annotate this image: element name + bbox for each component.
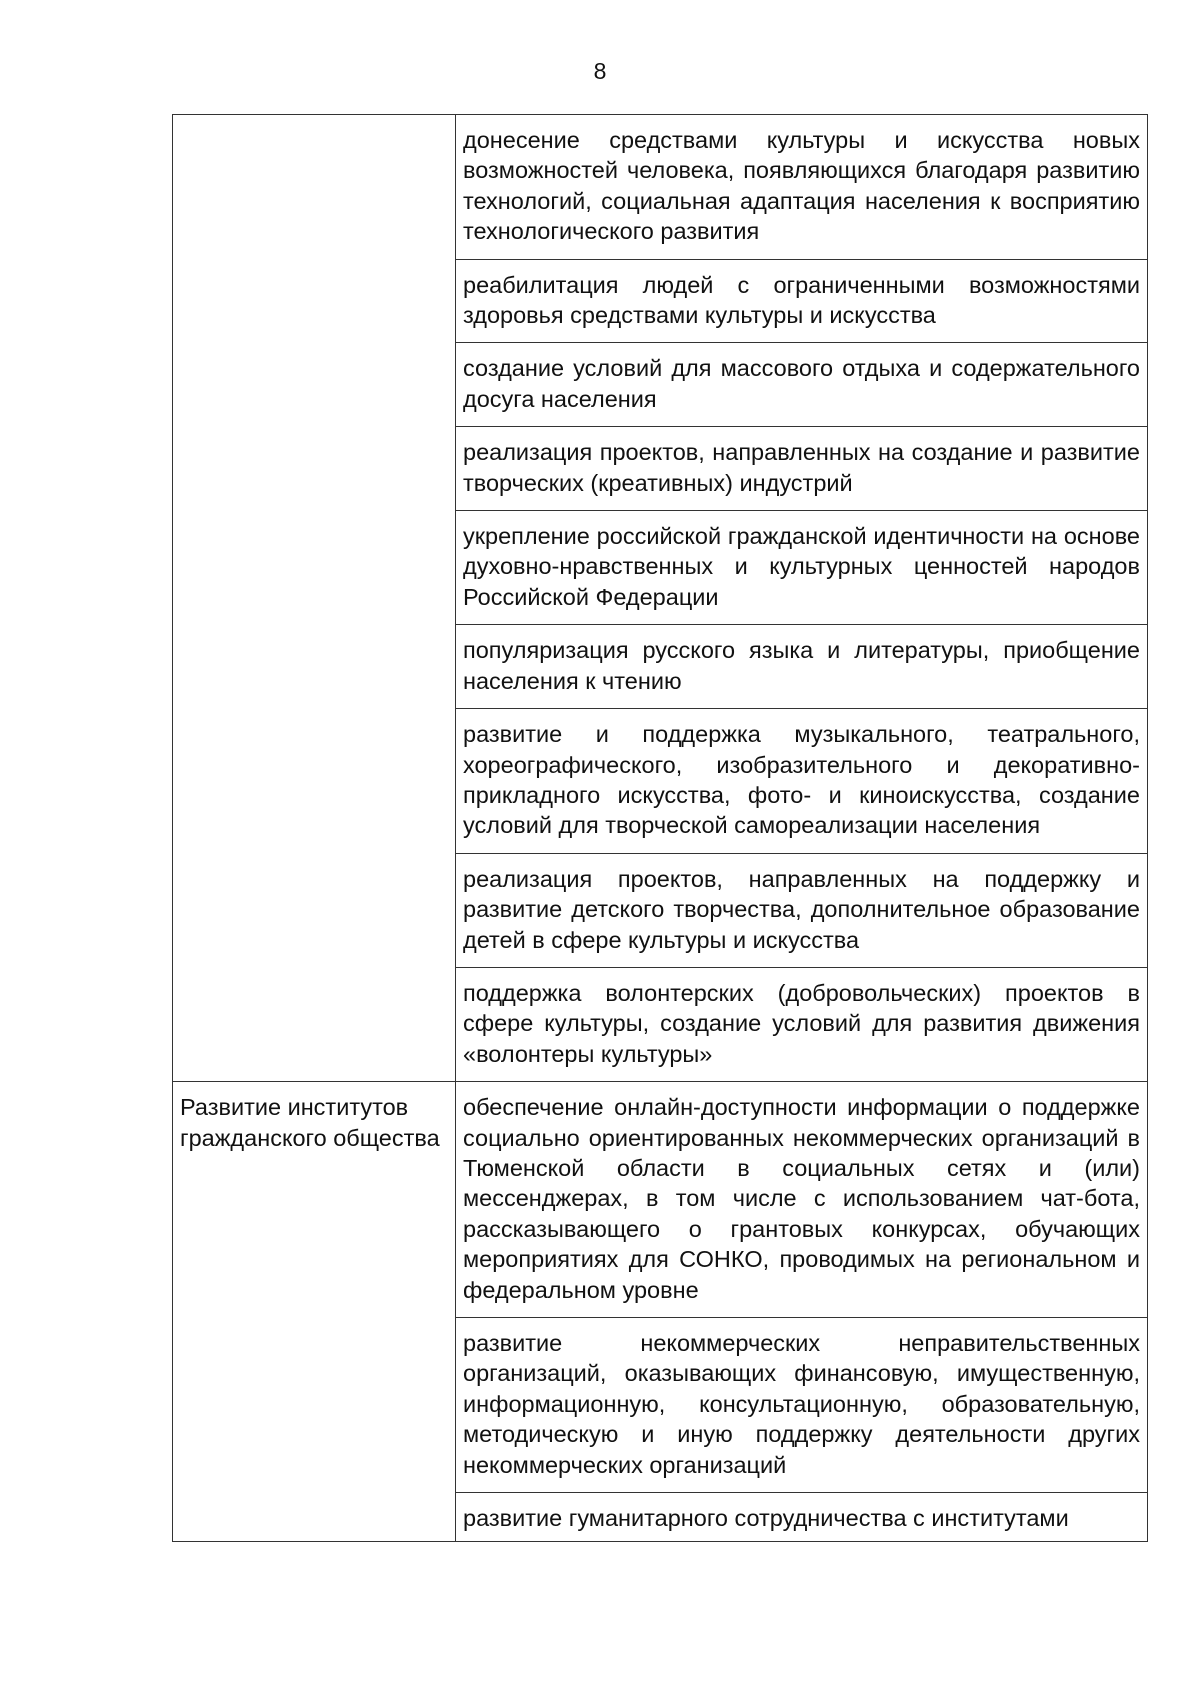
table-row: [173, 1082, 1148, 1318]
item-cell: развитие и поддержка музыкального, театрального, хореографического, изобразительного и декоративно-прикладного искусства, фото- и киноискусства, создание условий для творческой самореализации населения: [456, 709, 1148, 854]
item-cell: создание условий для массового отдыха и содержательного досуга населения: [456, 343, 1148, 427]
table-row: [173, 115, 1148, 260]
category-cell: [173, 115, 456, 1082]
item-cell: реабилитация людей с ограниченными возможностями здоровья средствами культуры и искусства: [456, 259, 1148, 343]
item-cell: реализация проектов, направленных на поддержку и развитие детского творчества, дополнительное образование детей в сфере культуры и искусства: [456, 853, 1148, 967]
item-cell: обеспечение онлайн-доступности информации о поддержке социально ориентированных некоммерческих организаций в Тюменской области в социальных сетях и (или) мессенджерах, в том числе с использованием чат-бота, рассказывающего о грантовых конкурсах, обучающих мероприятиях для СОНКО, проводимых на региональном и федеральном уровне: [456, 1082, 1148, 1318]
item-cell: реализация проектов, направленных на создание и развитие творческих (креативных) индустрий: [456, 427, 1148, 511]
item-cell: развитие некоммерческих неправительственных организаций, оказывающих финансовую, имущественную, информационную, консультационную, образовательную, методическую и иную поддержку деятельности других некоммерческих организаций: [456, 1318, 1148, 1493]
category-cell: Развитие институтов гражданского общества: [173, 1082, 456, 1542]
item-cell: поддержка волонтерских (добровольческих) проектов в сфере культуры, создание условий для развития движения «волонтеры культуры»: [456, 967, 1148, 1081]
item-cell: донесение средствами культуры и искусства новых возможностей человека, появляющихся благодаря развитию технологий, социальная адаптация населения к восприятию технологического развития: [456, 115, 1148, 260]
item-cell: популяризация русского языка и литературы, приобщение населения к чтению: [456, 625, 1148, 709]
program-table: [172, 114, 1148, 1542]
page-number: 8: [593, 58, 607, 84]
item-cell: развитие гуманитарного сотрудничества с институтами: [456, 1493, 1148, 1542]
item-cell: укрепление российской гражданской идентичности на основе духовно-нравственных и культурных ценностей народов Российской Федерации: [456, 511, 1148, 625]
